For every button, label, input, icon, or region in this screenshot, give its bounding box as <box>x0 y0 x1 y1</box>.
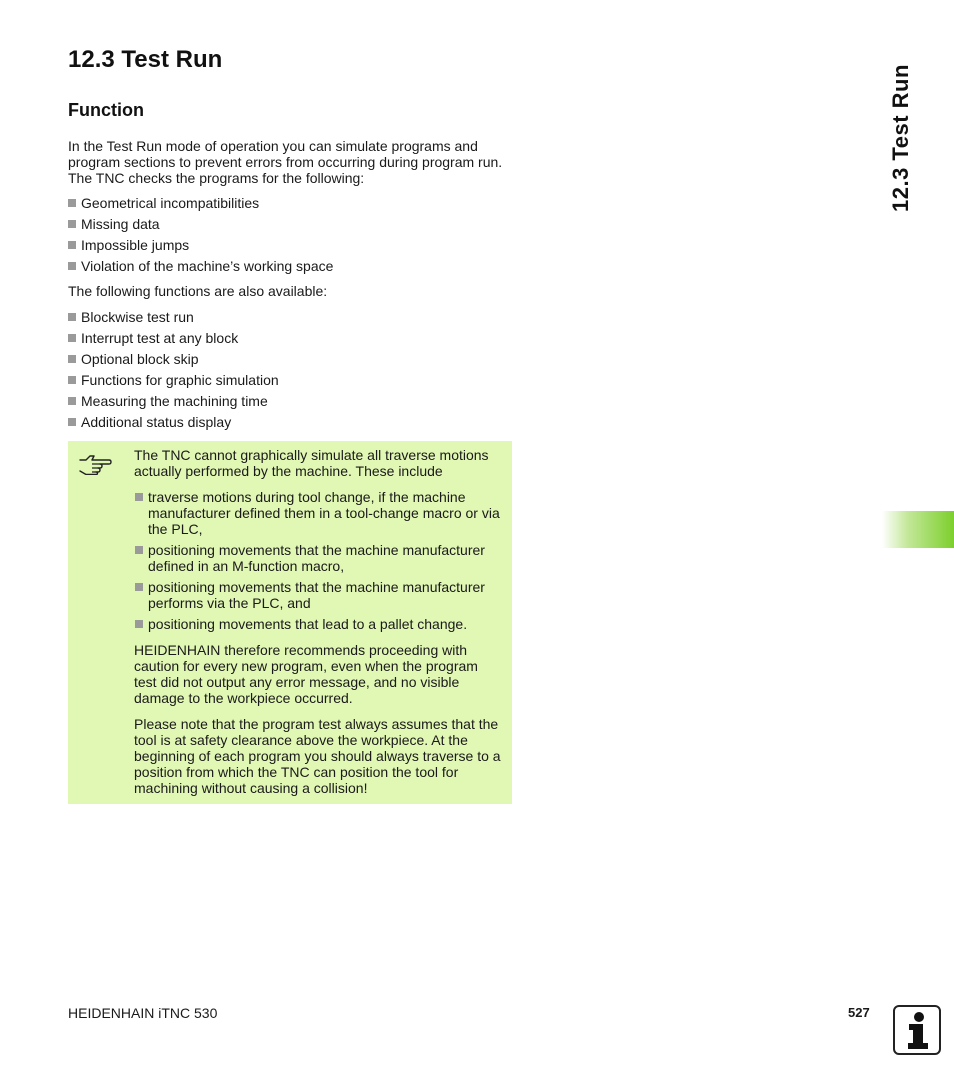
note-content <box>134 447 504 796</box>
note-lead: The TNC cannot graphically simulate all traverse motions actually performed by the machine. These include <box>134 447 489 479</box>
list-item: Functions for graphic simulation <box>68 372 279 393</box>
page-title: 12.3 Test Run <box>68 46 223 73</box>
page-number: 527 <box>848 1005 870 1020</box>
list-item: Interrupt test at any block <box>68 330 279 351</box>
square-bullet-icon <box>68 334 76 342</box>
square-bullet-icon <box>68 220 76 228</box>
side-chapter-title: 12.3 Test Run <box>888 64 913 212</box>
list-item: Blockwise test run <box>68 309 279 330</box>
square-bullet-icon <box>68 199 76 207</box>
square-bullet-icon <box>68 262 76 270</box>
list-item: Impossible jumps <box>68 237 333 258</box>
list-item: Additional status display <box>68 414 279 435</box>
square-bullet-icon <box>135 546 143 554</box>
square-bullet-icon <box>68 313 76 321</box>
footer-product: HEIDENHAIN iTNC 530 <box>68 1005 218 1021</box>
functions-list <box>68 309 279 435</box>
list-item: Geometrical incompatibilities <box>68 195 333 216</box>
note-box <box>68 441 512 804</box>
info-icon <box>893 1005 941 1055</box>
list-item: Missing data <box>68 216 333 237</box>
note-list <box>134 489 504 632</box>
list-item: Measuring the machining time <box>68 393 279 414</box>
square-bullet-icon <box>68 241 76 249</box>
square-bullet-icon <box>135 493 143 501</box>
square-bullet-icon <box>135 583 143 591</box>
square-bullet-icon <box>135 620 143 628</box>
list-item: positioning movements that the machine manufacturer performs via the PLC, and <box>134 579 504 611</box>
list-item: positioning movements that the machine manufacturer defined in an M-function macro, <box>134 542 504 574</box>
section-heading: Function <box>68 100 144 120</box>
square-bullet-icon <box>68 355 76 363</box>
note-paragraph: HEIDENHAIN therefore recommends proceeding with caution for every new program, even when the program test did not output any error message, and no visible damage to the workpiece occurred. <box>134 642 478 706</box>
list-item: traverse motions during tool change, if the machine manufacturer defined them in a tool-change macro or via the PLC, <box>134 489 504 537</box>
square-bullet-icon <box>68 376 76 384</box>
info-glyph-icon <box>895 1007 939 1053</box>
square-bullet-icon <box>68 418 76 426</box>
list-item: positioning movements that lead to a pallet change. <box>134 616 504 632</box>
chapter-thumb-tab <box>882 511 954 548</box>
square-bullet-icon <box>68 397 76 405</box>
checks-list <box>68 195 333 279</box>
intro-paragraph: In the Test Run mode of operation you can simulate programs and program sections to prevent errors from occurring during program run. The TNC checks the programs for the following: <box>68 138 503 186</box>
list-item: Optional block skip <box>68 351 279 372</box>
functions-intro: The following functions are also available: <box>68 283 328 299</box>
pointing-hand-icon <box>78 453 112 475</box>
list-item: Violation of the machine’s working space <box>68 258 333 279</box>
note-paragraph: Please note that the program test always assumes that the tool is at safety clearance above the workpiece. At the beginning of each program you should always traverse to a position from which the TNC can position the tool for machining without causing a collision! <box>134 716 501 796</box>
